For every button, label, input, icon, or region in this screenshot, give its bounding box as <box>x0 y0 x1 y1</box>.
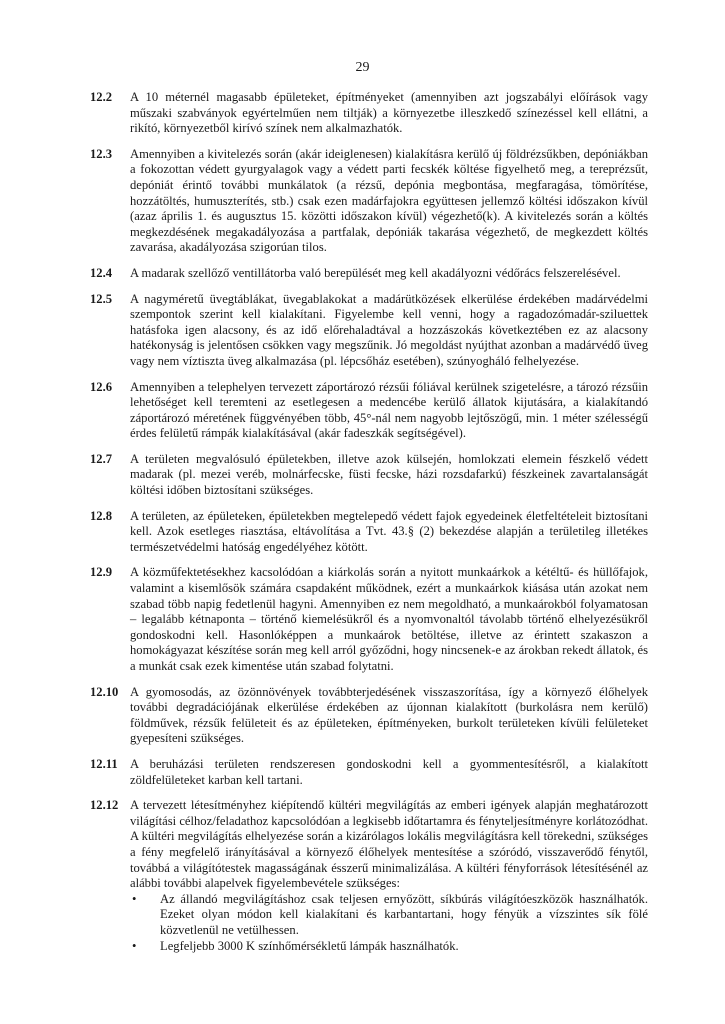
section-number: 12.9 <box>90 565 113 580</box>
section-12-5 <box>90 292 648 370</box>
section-body <box>130 565 648 674</box>
section-text: Amennyiben a kivitelezés során (akár ideiglenesen) kialakításra kerülő új földrézsűkben, depóniákban a fokozottan védett gyurgyalagok vagy a védett parti fecskék költése figyelhető meg, a tereprézsűt, depóniát érintő további munkálatok (a rézsű, depónia megbontása, megfaragása, tömörítése, hozzátöltés, humuszterítés, stb.) csak ezen madárfajokra együttesen jellemző költési időszakon kívül (azaz április 1. és augusztus 15. közötti időszakon kívül) végezhető(k). A kivitelezés során a költés megkezdésének megakadályozása a partfalak, depóniák takarása végezhető, de megkezdett költés zavarása, akadályozása szigorúan tilos. <box>130 146 648 255</box>
section-body <box>130 685 648 747</box>
section-number: 12.10 <box>90 684 119 699</box>
section-body <box>130 266 648 282</box>
section-body <box>130 509 648 556</box>
section-text: A 10 méternél magasabb épületeket, építményeket (amennyiben azt jogszabályi előírások vagy műszaki szabványok egyértelműen nem tiltják) a környezetbe illeszkedő színezéssel kell ellátni, a rikító, környezetből kirívó színek nem alkalmazhatók. <box>130 90 648 136</box>
section-number: 12.5 <box>90 291 113 306</box>
section-text: A területen, az épületeken, épületekben megtelepedő védett fajok egyedeinek életfeltételeit biztosítani kell. Azok esetleges riasztása, eltávolítása a Tvt. 43.§ (2) bekezdése alapján a területileg illetékes természetvédelmi hatóság engedélyéhez kötött. <box>130 508 648 554</box>
section-text: A tervezett létesítményhez kiépítendő kültéri megvilágítás az emberi igények alapján meghatározott világítási célhoz/feladathoz kapcsolódóan a legkisebb időtartamra és fényteljesítményre korlátozódhat. A kültéri megvilágítás elhelyezése során a kizárólagos lokális megvilágításra kell törekedni, szükséges a fény megfelelő irányításával a környező élőhelyek mentesítése a szóródó, visszaverődő fénytől, továbbá a világítótestek magasságának ésszerű minimalizálása. A kültéri fényforrások létesítésénél az alábbi további alapelvek figyelembevétele szükséges: <box>130 798 648 891</box>
section-body <box>130 798 648 954</box>
section-number: 12.4 <box>90 265 113 280</box>
section-12-3 <box>90 147 648 256</box>
bullet-icon: • <box>132 891 137 906</box>
section-body <box>130 452 648 499</box>
bullet-icon: • <box>132 938 137 953</box>
section-12-9 <box>90 565 648 674</box>
section-number: 12.3 <box>90 146 113 161</box>
bullet-item <box>130 892 648 939</box>
section-12-7 <box>90 452 648 499</box>
section-12-10 <box>90 685 648 747</box>
section-number: 12.6 <box>90 379 113 394</box>
bullet-text: Legfeljebb 3000 K színhőmérsékletű lámpák használhatók. <box>160 938 459 953</box>
section-12-2 <box>90 90 648 137</box>
section-number: 12.2 <box>90 90 113 104</box>
section-list <box>90 90 648 964</box>
section-12-12 <box>90 798 648 954</box>
section-number: 12.11 <box>90 756 118 771</box>
bullet-item <box>130 939 648 955</box>
section-body <box>130 292 648 370</box>
section-body <box>130 757 648 788</box>
bullet-list <box>130 892 648 954</box>
section-number: 12.8 <box>90 508 113 523</box>
section-text: A közműfektetésekhez kacsolódóan a kiárkolás során a nyitott munkaárkok a kétéltű- és hüllőfajok, valamint a kisemlősök számára csapdaként működnek, ezért a munkaárkok kiásása után azokat nem szabad több napig fedetlenül hagyni. Amennyiben ez nem megoldható, a munkaárokból folyamatosan – legalább kétnaponta – történő kiemelésükről és a nyomvonaltól távolabb történő elhelyezésükről gondoskodni kell. Hasonlóképpen a munkaárok betöltése, illetve az érintett szakaszon a homokágyazat készítése során meg kell arról győződni, hogy nincsenek-e az árokban rekedt állatok, és a munkát csak ezek kimentése után szabad folytatni. <box>130 565 648 673</box>
bullet-text: Az állandó megvilágításhoz csak teljesen ernyőzött, síkbúrás világítóeszközök használhatók. Ezeket olyan módon kell kialakítani és karbantartani, hogy fényük a vízszintes sík fölé közvetlenül ne vetülhessen. <box>160 891 648 937</box>
section-text: A gyomosodás, az özönnövények továbbterjedésének visszaszorítása, így a környező élőhelyek további degradációjának elkerülése érdekében az újonnan kialakított (burkolásra nem kerülő) földművek, rézsűk felületeit és az épületeken, építményeken, burkolt területeken kívüli felületeket gyepesíteni szükséges. <box>130 684 648 746</box>
section-text: A madarak szellőző ventillátorba való berepülését meg kell akadályozni védőrács felszerelésével. <box>130 265 621 280</box>
section-text: Amennyiben a telephelyen tervezett záportározó rézsűi fóliával kerülnek szigetelésre, a tározó rézsűin lehetőséget kell teremteni az esetlegesen a medencébe kerülő állatok kijutására, a kialakítandó záportározó méretének függvényében több, 45°-nál nem nagyobb lejtőszögű, min. 1 méter szélességű érdes felületű rámpák kialakításával (akár fadeszkák segítségével). <box>130 379 648 441</box>
section-number: 12.7 <box>90 451 113 466</box>
section-12-11 <box>90 757 648 788</box>
section-number: 12.12 <box>90 798 119 813</box>
page-number: 29 <box>355 60 370 75</box>
section-text: A nagyméretű üvegtáblákat, üvegablakokat a madárütközések elkerülése érdekében madárvédelmi szempontok szerint kell kialakítani. Figyelembe kell venni, hogy a ragadozómadár-sziluettek hatásfoka igen alacsony, és az idő előrehaladtával a hozzászokás következtében ez az alacsony hatékonyság is jelentősen csökken vagy megszűnik. Jó megoldást nyújthat azonban a madárvédő üveg vagy nem víztiszta üveg alkalmazása (pl. lépcsőház esetében), szúnyogháló felhelyezése. <box>130 291 648 368</box>
section-body <box>130 90 648 137</box>
section-12-4 <box>90 266 648 282</box>
section-text: A területen megvalósuló épületekben, illetve azok külsején, homlokzati elemein fészkelő védett madarak (pl. mezei veréb, molnárfecske, füsti fecske, házi rozsdafarkú) fészkeinek zavartalanságát költési időben biztosítani szükséges. <box>130 451 648 498</box>
section-text: A beruházási területen rendszeresen gondoskodni kell a gyommentesítésről, a kialakított zöldfelületeket karban kell tartani. <box>130 756 648 787</box>
section-body <box>130 147 648 256</box>
section-12-6 <box>90 380 648 442</box>
section-12-8 <box>90 509 648 556</box>
section-body <box>130 380 648 442</box>
